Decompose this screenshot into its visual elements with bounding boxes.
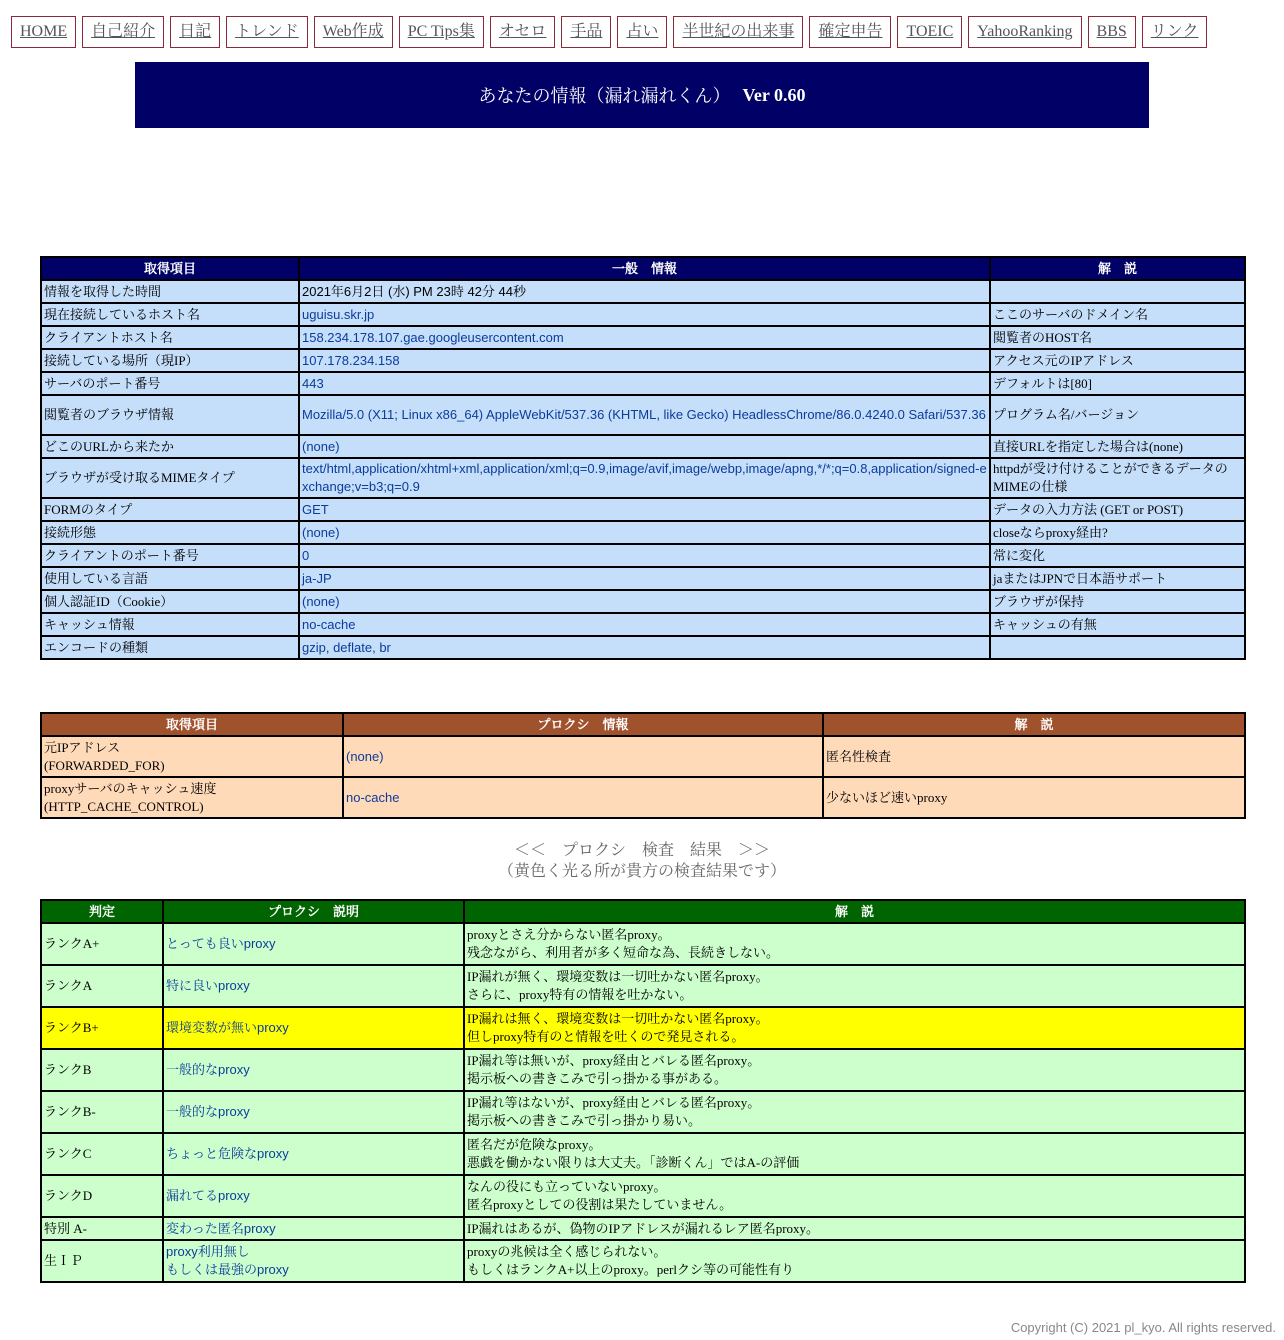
row-note: httpdが受け付けることができるデータのMIMEの仕様 [990, 458, 1245, 498]
row-item-label: 元IPアドレス [44, 739, 121, 755]
table-header-row [41, 257, 1245, 280]
row-note-line2: 掲示板への書きこみで引っ掛かる事がある。 [467, 1071, 728, 1086]
nav-diary[interactable]: 日記 [170, 16, 220, 48]
row-value: gzip, deflate, br [299, 636, 990, 659]
result-caption-subtitle: （黄色く光る所が貴方の検査結果です） [497, 863, 786, 880]
row-rank: ランクA [41, 965, 163, 1007]
table-header-row [41, 713, 1245, 736]
table-row [41, 395, 1245, 435]
row-note [464, 1217, 1245, 1240]
row-note [464, 1091, 1245, 1133]
row-desc: 特に良いproxy [163, 965, 464, 1007]
row-note-line1: IP漏れは無く、環境変数は一切吐かない匿名proxy。 [467, 1011, 769, 1026]
row-item-variable: (HTTP_CACHE_CONTROL) [44, 798, 204, 814]
page-banner [135, 62, 1149, 128]
row-rank: ランクB [41, 1049, 163, 1091]
nav-links[interactable]: リンク [1142, 16, 1208, 48]
row-note [464, 1007, 1245, 1049]
table-row [41, 435, 1245, 458]
nav-fortune[interactable]: 占い [617, 16, 667, 48]
row-item: FORMのタイプ [41, 498, 299, 521]
row-note: デフォルトは[80] [990, 372, 1245, 395]
table-row [41, 1091, 1245, 1133]
row-value: (none) [299, 590, 990, 613]
row-note-line1: IP漏れはあるが、偽物のIPアドレスが漏れるレア匿名proxy。 [467, 1220, 820, 1236]
row-item: サーバのポート番号 [41, 372, 299, 395]
row-item: エンコードの種類 [41, 636, 299, 659]
row-item: 使用している言語 [41, 567, 299, 590]
row-value: no-cache [299, 613, 990, 636]
table-row [41, 303, 1245, 326]
row-desc: とっても良いproxy [163, 923, 464, 965]
row-value: 2021年6月2日 (水) PM 23時 42分 44秒 [299, 280, 990, 303]
header-item: 取得項目 [41, 257, 299, 280]
nav-yahoo-ranking[interactable]: YahooRanking [968, 16, 1081, 48]
nav-web[interactable]: Web作成 [314, 16, 393, 48]
row-value: (none) [343, 736, 823, 777]
row-item: クライアントホスト名 [41, 326, 299, 349]
row-value: Mozilla/5.0 (X11; Linux x86_64) AppleWebKit/537.36 (KHTML, like Gecko) HeadlessChrome/86.0.4240.0 Safari/537.36 [299, 395, 990, 435]
row-note: データの入力方法 (GET or POST) [990, 498, 1245, 521]
table-row-highlighted [41, 1007, 1245, 1049]
table-row [41, 544, 1245, 567]
row-rank: 生ＩＰ [41, 1240, 163, 1282]
header-item: 取得項目 [41, 713, 343, 736]
table-row [41, 965, 1245, 1007]
header-general-info: 一般 情報 [299, 257, 990, 280]
row-note [464, 1240, 1245, 1282]
nav-pc-tips[interactable]: PC Tips集 [399, 16, 484, 48]
proxy-info-table [40, 712, 1246, 819]
row-note [990, 636, 1245, 659]
row-rank: ランクC [41, 1133, 163, 1175]
nav-tax-return[interactable]: 確定申告 [809, 16, 891, 48]
page-title: あなたの情報（漏れ漏れくん） [478, 86, 731, 106]
row-desc-line1: proxy利用無し [166, 1244, 250, 1259]
table-row [41, 280, 1245, 303]
nav-home[interactable]: HOME [11, 16, 76, 48]
row-rank: ランクD [41, 1175, 163, 1217]
row-note: キャッシュの有無 [990, 613, 1245, 636]
row-note: プログラム名/バージョン [990, 395, 1245, 435]
row-rank: ランクB- [41, 1091, 163, 1133]
row-note: アクセス元のIPアドレス [990, 349, 1245, 372]
row-note-line1: IP漏れ等は無いが、proxy経由とバレる匿名proxy。 [467, 1053, 761, 1068]
row-desc-line2: もしくは最強のproxy [166, 1262, 289, 1277]
header-rank: 判定 [41, 900, 163, 923]
row-desc: ちょっと危険なproxy [163, 1133, 464, 1175]
row-note-line2: もしくはランクA+以上のproxy。perlクシ等の可能性有り [467, 1262, 795, 1277]
table-row [41, 1049, 1245, 1091]
row-item: どこのURLから来たか [41, 435, 299, 458]
nav-magic[interactable]: 手品 [561, 16, 611, 48]
row-note-line1: IP漏れが無く、環境変数は一切吐かない匿名proxy。 [467, 969, 769, 984]
row-item: クライアントのポート番号 [41, 544, 299, 567]
table-row [41, 326, 1245, 349]
header-proxy-info: プロクシ 情報 [343, 713, 823, 736]
row-value: (none) [299, 435, 990, 458]
row-value: ja-JP [299, 567, 990, 590]
nav-othello[interactable]: オセロ [490, 16, 556, 48]
table-header-row [41, 900, 1245, 923]
row-value: 0 [299, 544, 990, 567]
table-row [41, 349, 1245, 372]
result-caption [0, 840, 1284, 882]
header-note: 解 説 [464, 900, 1245, 923]
row-desc: 変わった匿名proxy [163, 1217, 464, 1240]
row-note: 匿名性検査 [823, 736, 1245, 777]
row-note-line1: proxyとさえ分からない匿名proxy。 [467, 927, 671, 942]
row-value: text/html,application/xhtml+xml,application/xml;q=0.9,image/avif,image/webp,image/apng,*/*;q=0.8,application/signed-exchange;v=b3;q=0.9 [299, 458, 990, 498]
row-value: no-cache [343, 777, 823, 818]
row-value: uguisu.skr.jp [299, 303, 990, 326]
row-value: (none) [299, 521, 990, 544]
row-desc: 一般的なproxy [163, 1091, 464, 1133]
row-item: 接続している場所（現IP） [41, 349, 299, 372]
row-note: closeならproxy経由? [990, 521, 1245, 544]
row-note-line1: proxyの兆候は全く感じられない。 [467, 1244, 667, 1259]
table-row [41, 458, 1245, 498]
row-note-line1: なんの役にも立っていないproxy。 [467, 1179, 667, 1194]
table-row [41, 636, 1245, 659]
table-row [41, 372, 1245, 395]
header-note: 解 説 [990, 257, 1245, 280]
row-note-line2: 掲示板への書きこみで引っ掛かり易い。 [467, 1113, 702, 1128]
row-note: 常に変化 [990, 544, 1245, 567]
row-item [41, 777, 343, 818]
row-note-line2: 残念ながら、利用者が多く短命な為、長続きしない。 [467, 945, 780, 960]
row-value: 107.178.234.158 [299, 349, 990, 372]
copyright: Copyright (C) 2021 pl_kyo. All rights reserved. [1010, 1320, 1276, 1335]
table-row [41, 777, 1245, 818]
header-note: 解 説 [823, 713, 1245, 736]
row-value: 158.234.178.107.gae.googleusercontent.com [299, 326, 990, 349]
row-item: 現在接続しているホスト名 [41, 303, 299, 326]
general-info-table [40, 256, 1246, 660]
row-note [990, 280, 1245, 303]
row-desc: 漏れてるproxy [163, 1175, 464, 1217]
version-label: Ver 0.60 [742, 84, 806, 105]
row-rank: ランクB+ [41, 1007, 163, 1049]
nav-bbs[interactable]: BBS [1088, 16, 1136, 48]
row-note-line1: 匿名だが危険なproxy。 [467, 1137, 602, 1152]
row-note-line2: 但しproxy特有のと情報を吐くので発見される。 [467, 1029, 745, 1044]
nav-profile[interactable]: 自己紹介 [82, 16, 164, 48]
table-row [41, 521, 1245, 544]
row-item: 個人認証ID（Cookie） [41, 590, 299, 613]
row-item-label: proxyサーバのキャッシュ速度 [44, 780, 217, 796]
row-note [464, 923, 1245, 965]
row-note: 少ないほど速いproxy [823, 777, 1245, 818]
row-item: キャッシュ情報 [41, 613, 299, 636]
row-note-line1: IP漏れ等はないが、proxy経由とバレる匿名proxy。 [467, 1095, 761, 1110]
row-note-line2: 匿名proxyとしての役割は果たしていません。 [467, 1197, 733, 1212]
proxy-rank-table [40, 899, 1246, 1283]
row-note: jaまたはJPNで日本語サポート [990, 567, 1245, 590]
nav-toeic[interactable]: TOEIC [897, 16, 962, 48]
nav-half-century[interactable]: 半世紀の出来事 [673, 16, 803, 48]
nav-trend[interactable]: トレンド [226, 16, 308, 48]
row-note: ここのサーバのドメイン名 [990, 303, 1245, 326]
row-item [41, 736, 343, 777]
row-item: ブラウザが受け取るMIMEタイプ [41, 458, 299, 498]
table-row [41, 590, 1245, 613]
row-note [464, 1133, 1245, 1175]
row-item-variable: (FORWARDED_FOR) [44, 757, 165, 773]
row-note: 直接URLを指定した場合は(none) [990, 435, 1245, 458]
result-caption-title: ＜＜ プロクシ 検査 結果 ＞＞ [513, 842, 770, 859]
row-rank: 特別 A- [41, 1217, 163, 1240]
row-value: GET [299, 498, 990, 521]
table-row [41, 1133, 1245, 1175]
table-row [41, 567, 1245, 590]
row-desc: 一般的なproxy [163, 1049, 464, 1091]
row-desc: 環境変数が無いproxy [163, 1007, 464, 1049]
row-note-line2: 悪戯を働かない限りは大丈夫。「診断くん」ではA-の評価 [467, 1155, 800, 1170]
row-note [464, 965, 1245, 1007]
row-item: 情報を取得した時間 [41, 280, 299, 303]
row-note: 閲覧者のHOST名 [990, 326, 1245, 349]
top-nav [11, 16, 1207, 48]
table-row [41, 1240, 1245, 1282]
row-note: ブラウザが保持 [990, 590, 1245, 613]
header-proxy-desc: プロクシ 説明 [163, 900, 464, 923]
row-note [464, 1175, 1245, 1217]
row-item: 接続形態 [41, 521, 299, 544]
row-desc [163, 1240, 464, 1282]
row-item: 閲覧者のブラウザ情報 [41, 395, 299, 435]
row-rank: ランクA+ [41, 923, 163, 965]
row-note [464, 1049, 1245, 1091]
row-value: 443 [299, 372, 990, 395]
table-row [41, 1175, 1245, 1217]
table-row [41, 923, 1245, 965]
table-row [41, 1217, 1245, 1240]
row-note-line2: さらに、proxy特有の情報を吐かない。 [467, 987, 693, 1002]
table-row [41, 736, 1245, 777]
table-row [41, 498, 1245, 521]
table-row [41, 613, 1245, 636]
